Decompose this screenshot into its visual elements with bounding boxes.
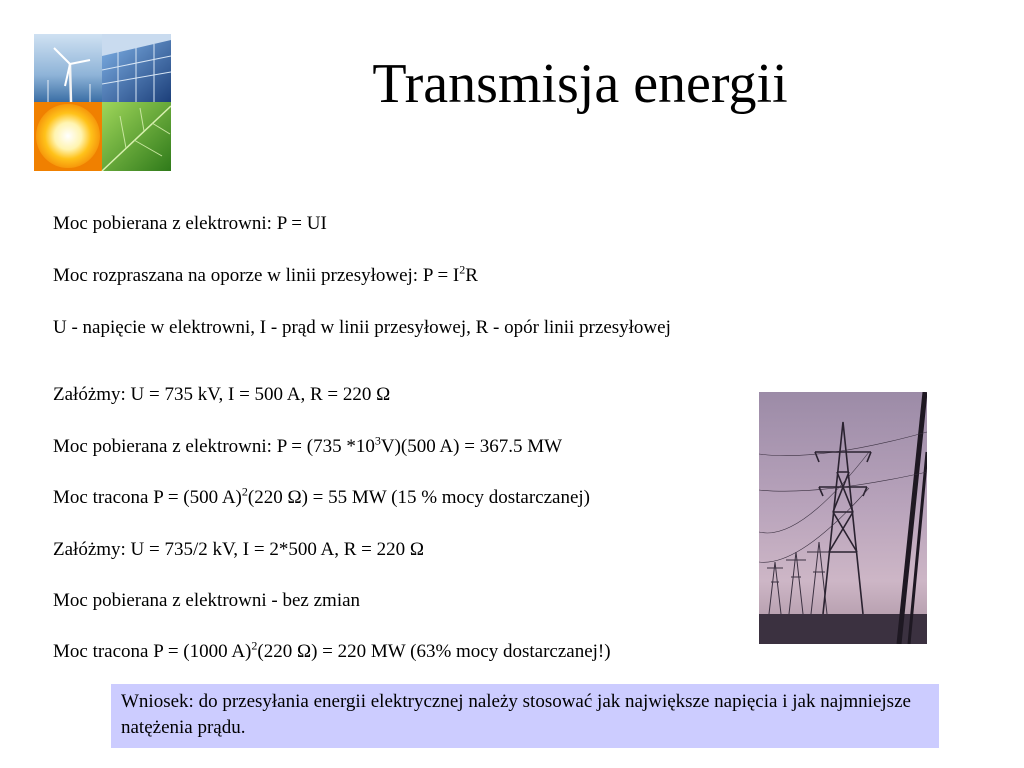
text-line-1: Moc pobierana z elektrowni: P = UI (53, 213, 327, 234)
text-line-9: Moc tracona P = (1000 A)$^2$(220 Ω) = 220 MW (63% mocy dostarczanej!) (53, 638, 611, 662)
power-lines-photo (759, 392, 927, 644)
leaf-icon (102, 102, 171, 171)
text-line-2: Moc rozpraszana na oporze w linii przesyłowej: $P = I^2R$ (53, 262, 478, 286)
text-line-5: Moc pobierana z elektrowni: P = (735 $*10^3V)(500$ A) = 367.5 MW (53, 433, 563, 457)
text-line-7: Załóżmy: U = 735/2 kV, I = 2*500 A, R = 220 Ω (53, 539, 425, 560)
slide-title: Transmisja energii (372, 53, 788, 115)
solar-panel-icon (102, 34, 171, 102)
renewable-energy-logo (34, 34, 171, 171)
text-line-3: U - napięcie w elektrowni, I - prąd w linii przesyłowej, R - opór linii przesyłowej (53, 317, 671, 338)
sun-icon (34, 102, 102, 171)
conclusion-box: Wniosek: do przesyłania energii elektrycznej należy stosować jak największe napięcia i jak najmniejsze natężenia prądu. (111, 684, 939, 748)
wind-turbine-icon (34, 34, 102, 102)
text-line-4: Załóżmy: U = 735 kV, I = 500 A, R = 220 Ω (53, 384, 391, 405)
text-line-6: Moc tracona P = (500 A)$^2$(220 Ω) = 55 MW (15 % mocy dostarczanej) (53, 484, 591, 508)
text-line-8: Moc pobierana z elektrowni - bez zmian (53, 590, 361, 611)
